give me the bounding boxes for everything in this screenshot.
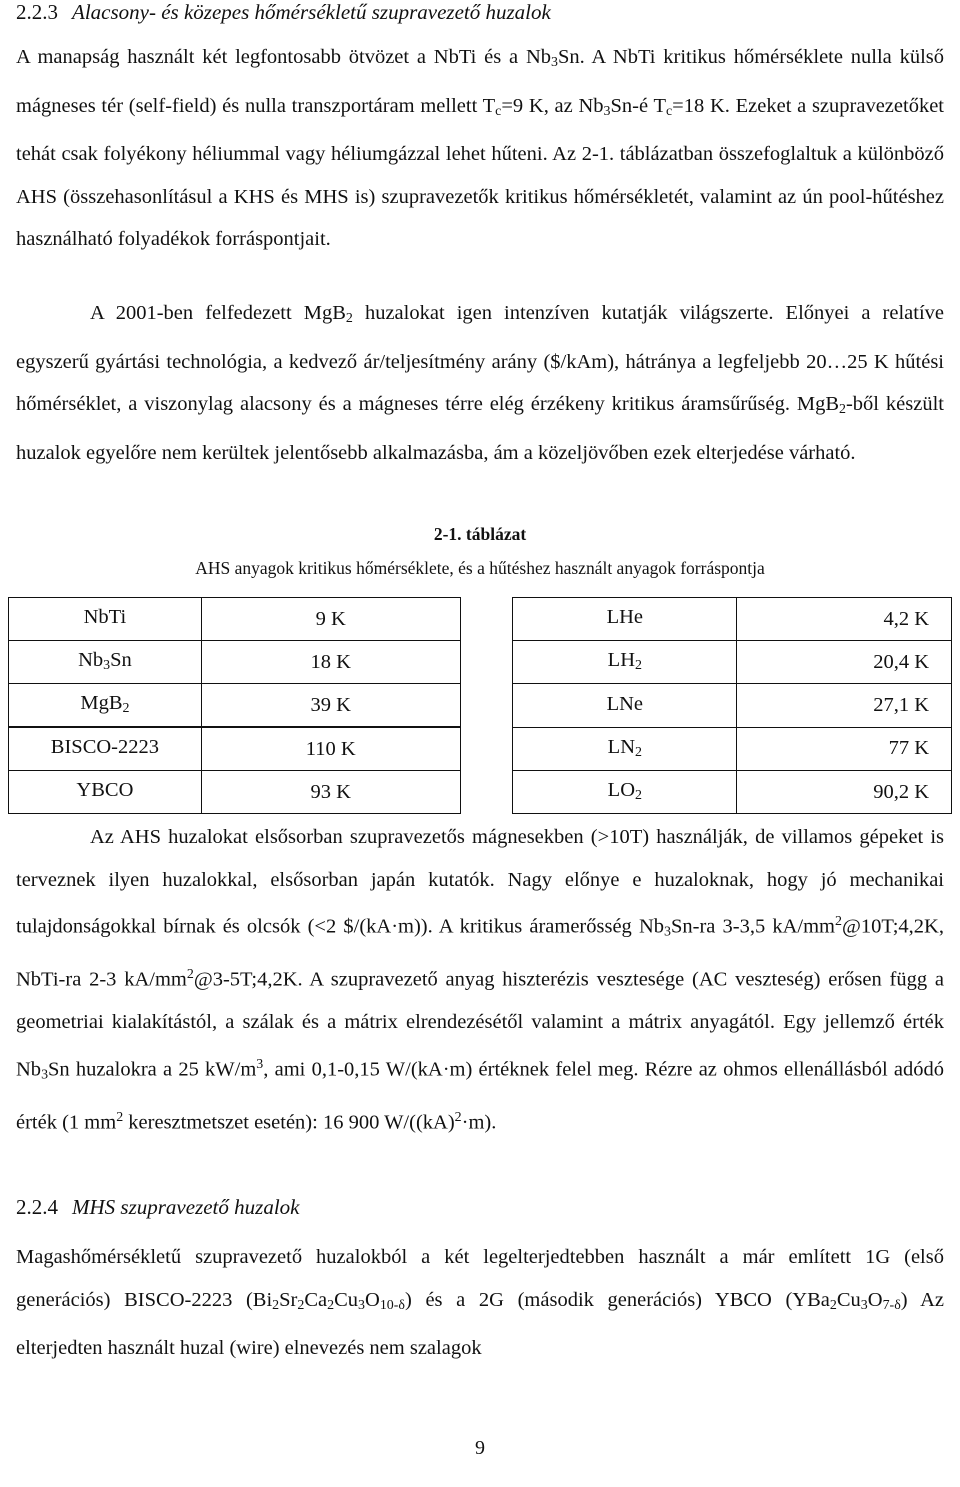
text-run: =18 K. Ezeket a szupravezetőket tehát csak folyékony héliummal vagy héliumgázzal lehet hűteni. Az 2-1. táblázatban összefoglaltuk a különböző AHS (összehasonlításul a KHS és MHS is) szupravezetők kritikus hőmérsékletét, valamint az ún pool-hűtéshez használható folyadékok forráspontjait. (16, 94, 944, 251)
superscript: 3 (256, 1056, 264, 1072)
superscript: 2 (116, 1110, 124, 1126)
tc-cell: 18 K (201, 641, 460, 684)
table-caption: 2-1. táblázat (433, 524, 527, 544)
subscript: 3 (664, 924, 671, 940)
text-run: Sr (279, 1288, 298, 1311)
text-run: Magashőmérsékletű szupravezető huzalokból a két legelterjedtebben használt a már említett 1G (első generációs) BISCO-2223 (Bi (16, 1246, 944, 1311)
paragraph-mgb2 (16, 292, 944, 474)
boiling-point-cell: 4,2 K (737, 598, 952, 641)
coolant-cell: LNe (513, 684, 737, 728)
material-cell: NbTi (9, 598, 202, 641)
boiling-point-cell: 77 K (737, 727, 952, 771)
paragraph-alloys (16, 36, 944, 261)
table-gap (460, 641, 513, 684)
material-cell: MgB$_2$ (9, 684, 202, 728)
coolant-cell: $LN_2$ (513, 727, 737, 771)
text-run: =9 K, az Nb (501, 94, 604, 117)
subscript: 3 (358, 1297, 365, 1313)
section-heading-2-2-3 (16, 0, 551, 25)
superscript: 2 (186, 967, 194, 983)
material-cell: BISCO-2223 (9, 727, 202, 771)
text-run: O (867, 1288, 883, 1311)
tc-cell: 39 K (201, 684, 460, 728)
text-run: @10T;4,2K, NbTi-ra 2-3 kA/mm (16, 915, 944, 991)
tc-cell: 110 K (201, 727, 460, 771)
text-run: O (365, 1288, 380, 1311)
table-gap (460, 598, 513, 641)
subscript: 7-δ (882, 1297, 901, 1313)
section-title: MHS szupravezető huzalok (72, 1195, 300, 1219)
subscript: 2 (345, 311, 353, 327)
properties-table (8, 597, 952, 814)
table-row (9, 598, 952, 641)
text-run: Sn. A NbTi kritikus hőmérséklete nulla külső mágneses tér (self-field) és nulla transzportáram mellett T (16, 46, 944, 117)
text-run: ) Az elterjedten használt huzal (wire) elnevezés nem szalagok (16, 1288, 945, 1360)
subscript: 2 (272, 1297, 280, 1313)
tc-cell: 93 K (201, 771, 460, 814)
table-gap (460, 684, 513, 728)
material-cell: YBCO (9, 771, 202, 814)
paragraph-mhs-wires (16, 1236, 944, 1370)
text-run: @3-5T;4,2K. A szupravezető anyag hiszterézis vesztesége (AC veszteség) erősen függ a geometriai kialakítástól, a szálak és a mátrix elrendezésétől valamint a mátrix anyagától. Egy jellemző érték Nb (16, 968, 944, 1081)
text-run: A manapság használt két legfontosabb ötvözet a NbTi és a Nb (16, 46, 551, 68)
paragraph-ahs-wires (16, 816, 944, 1144)
boiling-point-cell: 90,2 K (737, 771, 952, 814)
subscript: 2 (327, 1297, 335, 1313)
text-run: Ca (304, 1288, 328, 1311)
text-run: A 2001-ben felfedezett MgB (90, 302, 346, 324)
text-run: ) és a 2G (második generációs) YBCO (YBa (404, 1288, 830, 1311)
table-row (9, 684, 952, 728)
boiling-point-cell: 20,4 K (737, 641, 952, 684)
subscript: 10-δ (379, 1297, 405, 1313)
tc-cell: 9 K (201, 598, 460, 641)
superscript: 2 (835, 914, 842, 929)
coolant-cell: $LH_2$ (513, 641, 737, 684)
subscript: 3 (603, 103, 611, 119)
section-title: Alacsony- és közepes hőmérsékletű szupravezető huzalok (72, 0, 551, 24)
coolant-cell: $LO_2$ (513, 771, 737, 814)
boiling-point-cell: 27,1 K (737, 684, 952, 728)
table-gap (460, 771, 513, 814)
table-gap (460, 727, 513, 771)
text-run: -ből készült huzalok egyelőre nem kerültek jelentősebb alkalmazásba, ám a közeljövőben ezek elterjedése várható. (16, 393, 944, 464)
subscript: c (495, 103, 502, 119)
material-cell: $Nb_3Sn$ (9, 641, 202, 684)
text-run: huzalokat igen intenzíven kutatják világszerte. Előnyei a relatíve egyszerű gyártási technológia, a kedvező ár/teljesítmény arány ($/kAm), hátránya a legfeljebb 20…25 K hűtési hőmérséklet, a viszonylag alacsony és a mágneses térre elég érzékeny kritikus áramsűrűség. MgB (16, 302, 945, 416)
text-run: Sn-é T (610, 94, 666, 117)
subscript: 3 (41, 1067, 49, 1083)
superscript: 2 (454, 1110, 462, 1126)
section-number: 2.2.3 (16, 0, 58, 24)
text-run: ·m). (461, 1111, 497, 1134)
table-row (9, 771, 952, 814)
page-number: 9 (475, 1437, 485, 1459)
text-run: Sn huzalokra a 25 kW/m (48, 1058, 257, 1081)
text-run: Cu (836, 1288, 861, 1311)
subscript: 2 (839, 402, 846, 418)
text-run: Cu (334, 1288, 359, 1311)
table-row (9, 727, 952, 771)
section-number: 2.2.4 (16, 1195, 58, 1219)
text-run: Az AHS huzalokat elsősorban szupravezetős mágnesekben (>10T) használják, de villamos gépeket is terveznek ilyen huzalokkal, elsősorban japán kutatók. Nagy előnye e huzaloknak, hogy jó mechanikai tulajdonságokkal bírnak és olcsók (<2 $/(kA·m)). A kritikus áramerősség Nb (16, 826, 944, 938)
subscript: 3 (551, 55, 558, 71)
section-heading-2-2-4 (16, 1195, 299, 1220)
subscript: 2 (297, 1297, 305, 1313)
subscript: 2 (829, 1297, 837, 1313)
text-run: Sn-ra 3-3,5 kA/mm (670, 915, 835, 938)
text-run: , ami 0,1-0,15 W/(kA·m) értéknek felel meg. Rézre az ohmos ellenállásból adódó érték (1 mm (16, 1058, 944, 1134)
subscript: 3 (860, 1297, 868, 1313)
subscript: c (665, 103, 673, 119)
table-subtitle: AHS anyagok kritikus hőmérséklete, és a hűtéshez használt anyagok forráspontja (195, 558, 765, 578)
table-row (9, 641, 952, 684)
text-run: keresztmetszet esetén): 16 900 W/((kA) (123, 1111, 455, 1134)
coolant-cell: LHe (513, 598, 737, 641)
